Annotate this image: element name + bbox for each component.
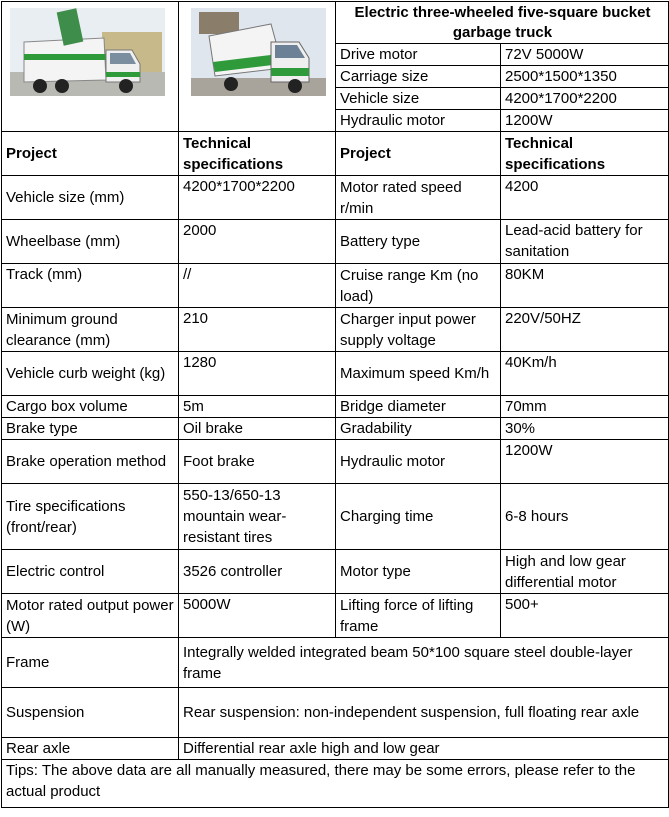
spec-cell: 210 [179, 308, 336, 352]
table-row [2, 738, 669, 760]
table-row [2, 352, 669, 396]
table-row [2, 176, 669, 220]
spec-cell: 220V/50HZ [501, 308, 669, 352]
spec-cell: 40Km/h [501, 352, 669, 396]
product-title: Electric three-wheeled five-square bucket garbage truck [336, 2, 669, 44]
table-row [2, 220, 669, 264]
project-cell: Tire specifications (front/rear) [2, 484, 179, 550]
truck-photo-lift [2, 2, 172, 122]
wide-value: Rear suspension: non-independent suspension, full floating rear axle [179, 688, 669, 738]
project-cell: Motor type [336, 550, 501, 594]
summary-label: Drive motor [336, 44, 501, 66]
spec-cell: Lead-acid battery for sanitation [501, 220, 669, 264]
summary-value: 1200W [501, 110, 669, 132]
summary-label: Vehicle size [336, 88, 501, 110]
wide-value: Differential rear axle high and low gear [179, 738, 669, 760]
table-row [2, 594, 669, 638]
summary-value: 72V 5000W [501, 44, 669, 66]
wide-label: Rear axle [2, 738, 179, 760]
spec-cell: 1200W [501, 440, 669, 484]
spec-cell: 500+ [501, 594, 669, 638]
spec-cell: 4200 [501, 176, 669, 220]
summary-label: Carriage size [336, 66, 501, 88]
image-cell-2 [179, 2, 336, 132]
table-row [2, 484, 669, 550]
spec-cell: // [179, 264, 336, 308]
wide-label: Suspension [2, 688, 179, 738]
image-cell-1 [2, 2, 179, 132]
spec-cell: 5m [179, 396, 336, 418]
project-cell: Motor rated output power (W) [2, 594, 179, 638]
spec-cell: 3526 controller [179, 550, 336, 594]
project-cell: Charging time [336, 484, 501, 550]
project-cell: Electric control [2, 550, 179, 594]
spec-cell: 30% [501, 418, 669, 440]
table-row [2, 418, 669, 440]
spec-cell: 2000 [179, 220, 336, 264]
project-cell: Vehicle curb weight (kg) [2, 352, 179, 396]
project-cell: Brake type [2, 418, 179, 440]
table-row [2, 688, 669, 738]
project-cell: Motor rated speed r/min [336, 176, 501, 220]
project-cell: Hydraulic motor [336, 440, 501, 484]
tips-note: Tips: The above data are all manually measured, there may be some errors, please refer to the actual product [2, 760, 669, 808]
header-spec-left: Technical specifications [179, 132, 336, 176]
spec-cell: 550-13/650-13 mountain wear-resistant tires [179, 484, 336, 550]
spec-cell: 4200*1700*2200 [179, 176, 336, 220]
spec-cell: 1280 [179, 352, 336, 396]
summary-value: 2500*1500*1350 [501, 66, 669, 88]
project-cell: Maximum speed Km/h [336, 352, 501, 396]
project-cell: Wheelbase (mm) [2, 220, 179, 264]
spec-cell: 5000W [179, 594, 336, 638]
spec-cell: Oil brake [179, 418, 336, 440]
header-spec-right: Technical specifications [501, 132, 669, 176]
spec-cell: 70mm [501, 396, 669, 418]
project-cell: Brake operation method [2, 440, 179, 484]
spec-cell: High and low gear differential motor [501, 550, 669, 594]
summary-label: Hydraulic motor [336, 110, 501, 132]
project-cell: Cargo box volume [2, 396, 179, 418]
spec-table [1, 1, 669, 808]
header-project-left: Project [2, 132, 179, 176]
wide-label: Frame [2, 638, 179, 688]
project-cell: Lifting force of lifting frame [336, 594, 501, 638]
table-row [2, 638, 669, 688]
table-row [2, 396, 669, 418]
spec-cell: Foot brake [179, 440, 336, 484]
project-cell: Minimum ground clearance (mm) [2, 308, 179, 352]
spec-cell: 80KM [501, 264, 669, 308]
project-cell: Charger input power supply voltage [336, 308, 501, 352]
spec-cell: 6-8 hours [501, 484, 669, 550]
table-row [2, 550, 669, 594]
project-cell: Track (mm) [2, 264, 179, 308]
table-row [2, 440, 669, 484]
project-cell: Vehicle size (mm) [2, 176, 179, 220]
project-cell: Gradability [336, 418, 501, 440]
project-cell: Cruise range Km (no load) [336, 264, 501, 308]
summary-value: 4200*1700*2200 [501, 88, 669, 110]
header-project-right: Project [336, 132, 501, 176]
project-cell: Bridge diameter [336, 396, 501, 418]
project-cell: Battery type [336, 220, 501, 264]
table-row [2, 264, 669, 308]
table-row [2, 308, 669, 352]
truck-photo-side [179, 2, 334, 122]
wide-value: Integrally welded integrated beam 50*100 square steel double-layer frame [179, 638, 669, 688]
